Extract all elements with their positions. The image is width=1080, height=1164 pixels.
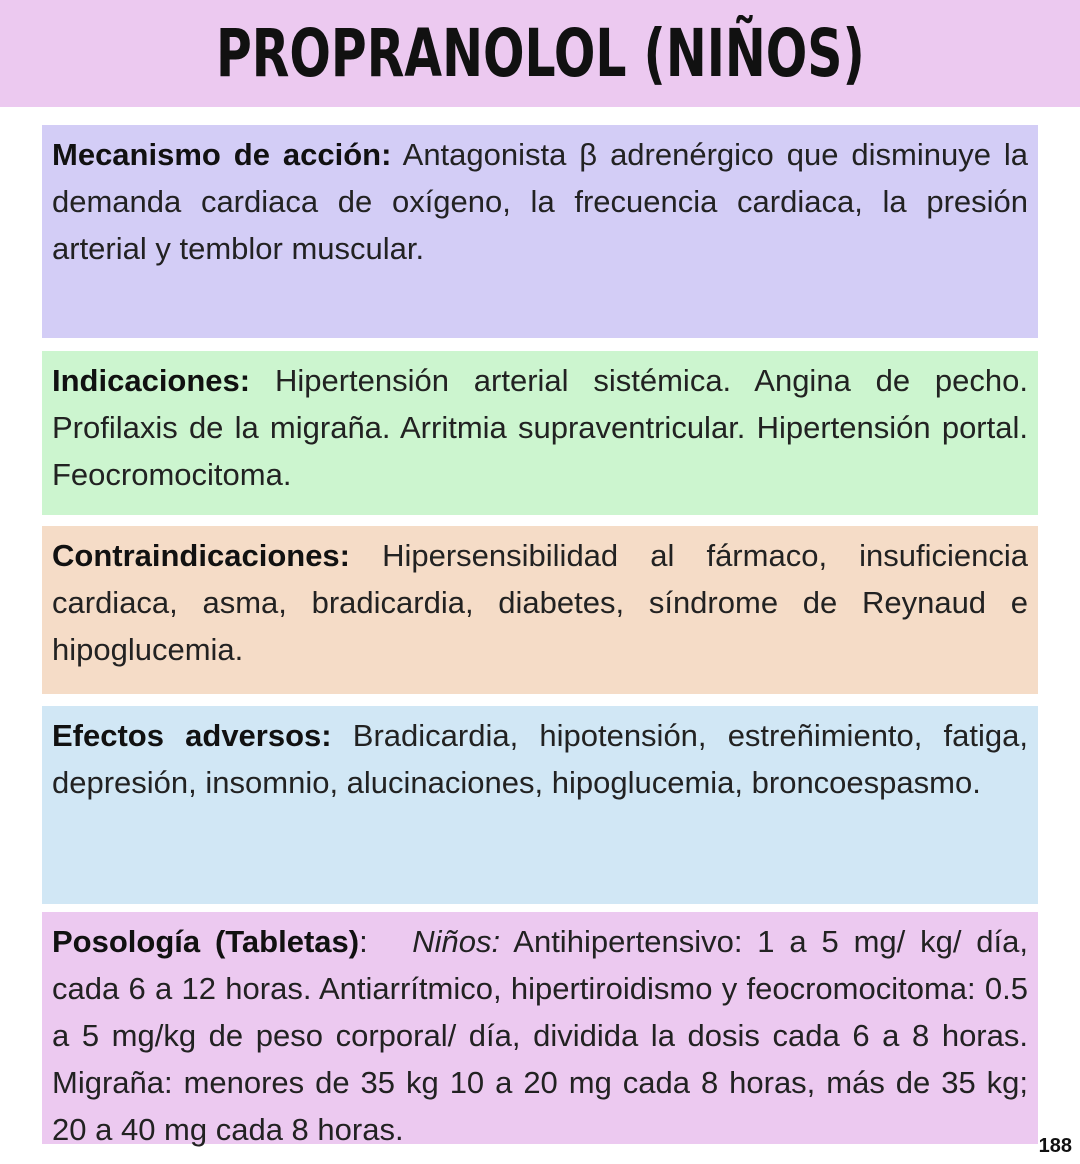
dosage-label: Posología (Tabletas) <box>52 924 360 959</box>
dosage-sublabel: Niños: <box>412 924 501 959</box>
mechanism-section <box>42 125 1038 338</box>
title-banner <box>0 0 1080 107</box>
adverse-effects-section <box>42 706 1038 904</box>
mechanism-text: Antagonista β adrenérgico que disminuye la demanda cardiaca de oxígeno, la frecuencia cardiaca, la presión arterial y temblor muscular. <box>52 137 1028 266</box>
page-number: 188 <box>1038 1135 1072 1157</box>
indications-paragraph <box>52 357 1028 498</box>
indications-text: Hipertensión arterial sistémica. Angina de pecho. Profilaxis de la migraña. Arritmia supraventricular. Hipertensión portal. Feocromocitoma. <box>52 363 1028 492</box>
contraindications-text: Hipersensibilidad al fármaco, insuficiencia cardiaca, asma, bradicardia, diabetes, síndrome de Reynaud e hipoglucemia. <box>52 538 1028 667</box>
indications-section <box>42 351 1038 515</box>
page-title: PROPRANOLOL (NIÑOS) <box>215 14 865 92</box>
adverse-effects-text: Bradicardia, hipotensión, estreñimiento, fatiga, depresión, insomnio, alucinaciones, hipoglucemia, broncoespasmo. <box>52 718 1029 800</box>
dosage-paragraph <box>52 918 1028 1153</box>
adverse-effects-paragraph <box>52 712 1028 806</box>
mechanism-label: Mecanismo de acción: <box>52 137 392 172</box>
dosage-section <box>42 912 1038 1147</box>
indications-label: Indicaciones: <box>52 363 251 398</box>
contraindications-label: Contraindicaciones: <box>52 538 350 573</box>
contraindications-paragraph <box>52 532 1028 673</box>
adverse-effects-label: Efectos adversos: <box>52 718 332 753</box>
contraindications-section <box>42 526 1038 694</box>
dosage-label-colon: : <box>359 924 368 959</box>
mechanism-paragraph <box>52 131 1028 272</box>
dosage-text: Antihipertensivo: 1 a 5 mg/ kg/ día, cada 6 a 12 horas. Antiarrítmico, hipertiroidismo y feocromocitoma: 0.5 a 5 mg/kg de peso corporal/ día, dividida la dosis cada 6 a 8 horas. Migraña: menores de 35 kg 10 a 20 mg cada 8 horas, más de 35 kg; 20 a 40 mg cada 8 horas. <box>52 924 1029 1147</box>
